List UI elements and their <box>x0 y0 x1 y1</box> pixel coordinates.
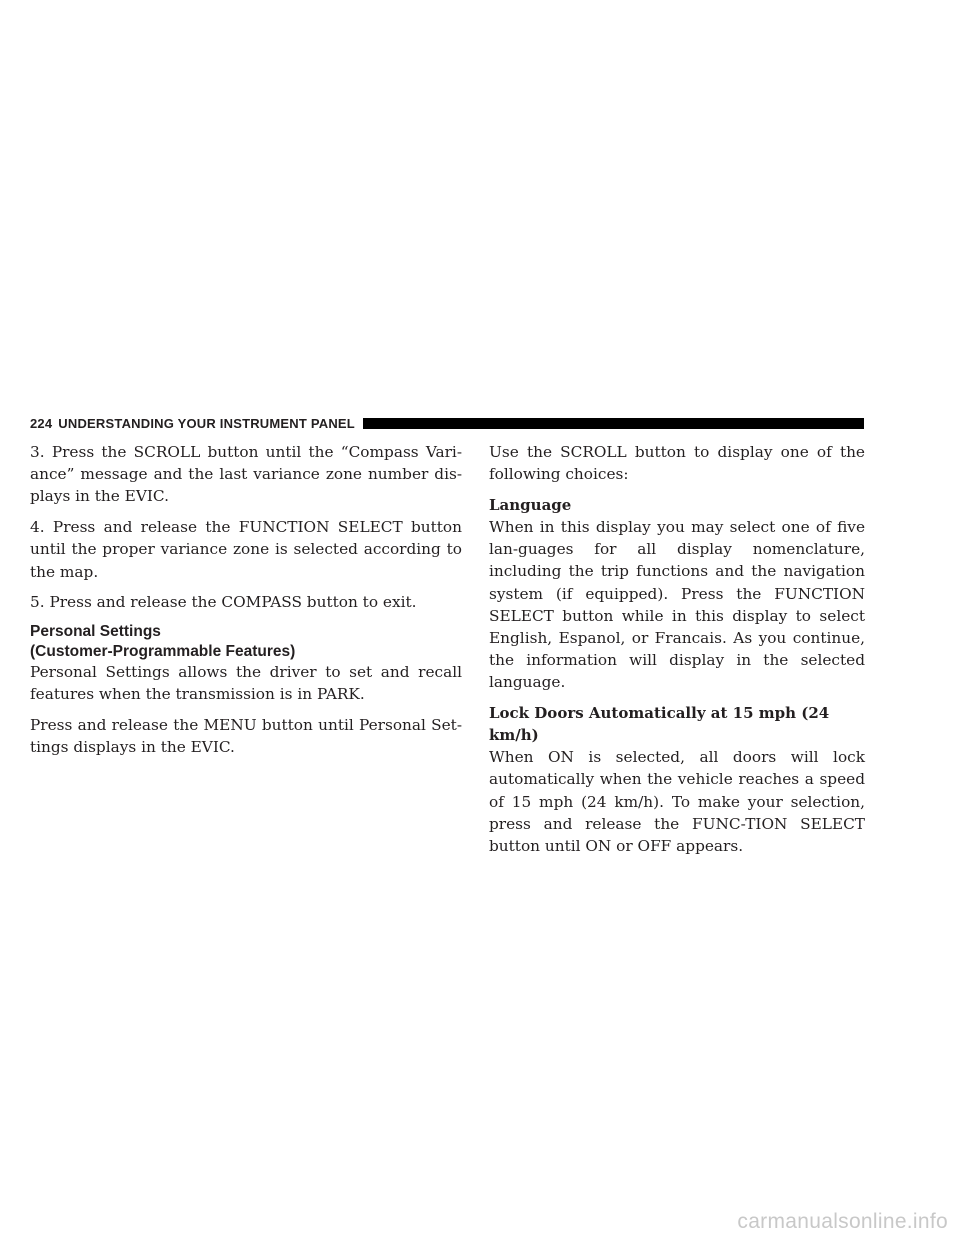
language-paragraph: When in this display you may select one of five lan-guages for all display nomenclature, including the trip functions and the navigation system (if equipped). Press the FUNCTION SELECT button while in this display to select English, Espanol, or Francais. As you continue, the information will display in the selected language. <box>489 518 865 692</box>
menu-button-paragraph: Press and release the MENU button until Personal Set-tings displays in the EVIC. <box>30 716 462 757</box>
header-rule <box>363 418 864 429</box>
personal-settings-paragraph: Personal Settings allows the driver to set and recall features when the transmission is in PARK. <box>30 663 462 704</box>
lock-doors-heading: Lock Doors Automatically at 15 mph (24 km/h) <box>489 704 830 745</box>
step-5-paragraph: 5. Press and release the COMPASS button to exit. <box>30 593 417 612</box>
scroll-intro-paragraph: Use the SCROLL button to display one of the following choices: <box>489 443 865 484</box>
section-title: UNDERSTANDING YOUR INSTRUMENT PANEL <box>58 415 355 431</box>
step-3-paragraph: 3. Press the SCROLL button until the “Compass Vari-ance” message and the last variance zone number dis-plays in the EVIC. <box>30 443 462 506</box>
language-heading: Language <box>489 496 572 514</box>
watermark: carmanualsonline.info <box>737 1210 948 1233</box>
page-header <box>30 416 864 430</box>
heading-line-2: (Customer-Programmable Features) <box>30 642 296 660</box>
right-column <box>489 441 865 866</box>
left-column <box>30 441 462 767</box>
page-number: 224 <box>30 415 53 431</box>
step-4-paragraph: 4. Press and release the FUNCTION SELECT button until the proper variance zone is selected according to the map. <box>30 518 462 581</box>
personal-settings-heading <box>30 622 462 661</box>
heading-line-1: Personal Settings <box>30 623 161 641</box>
lock-doors-paragraph: When ON is selected, all doors will lock automatically when the vehicle reaches a speed of 15 mph (24 km/h). To make your selection, press and release the FUNC-TION SELECT button until ON or OFF appears. <box>489 748 865 856</box>
